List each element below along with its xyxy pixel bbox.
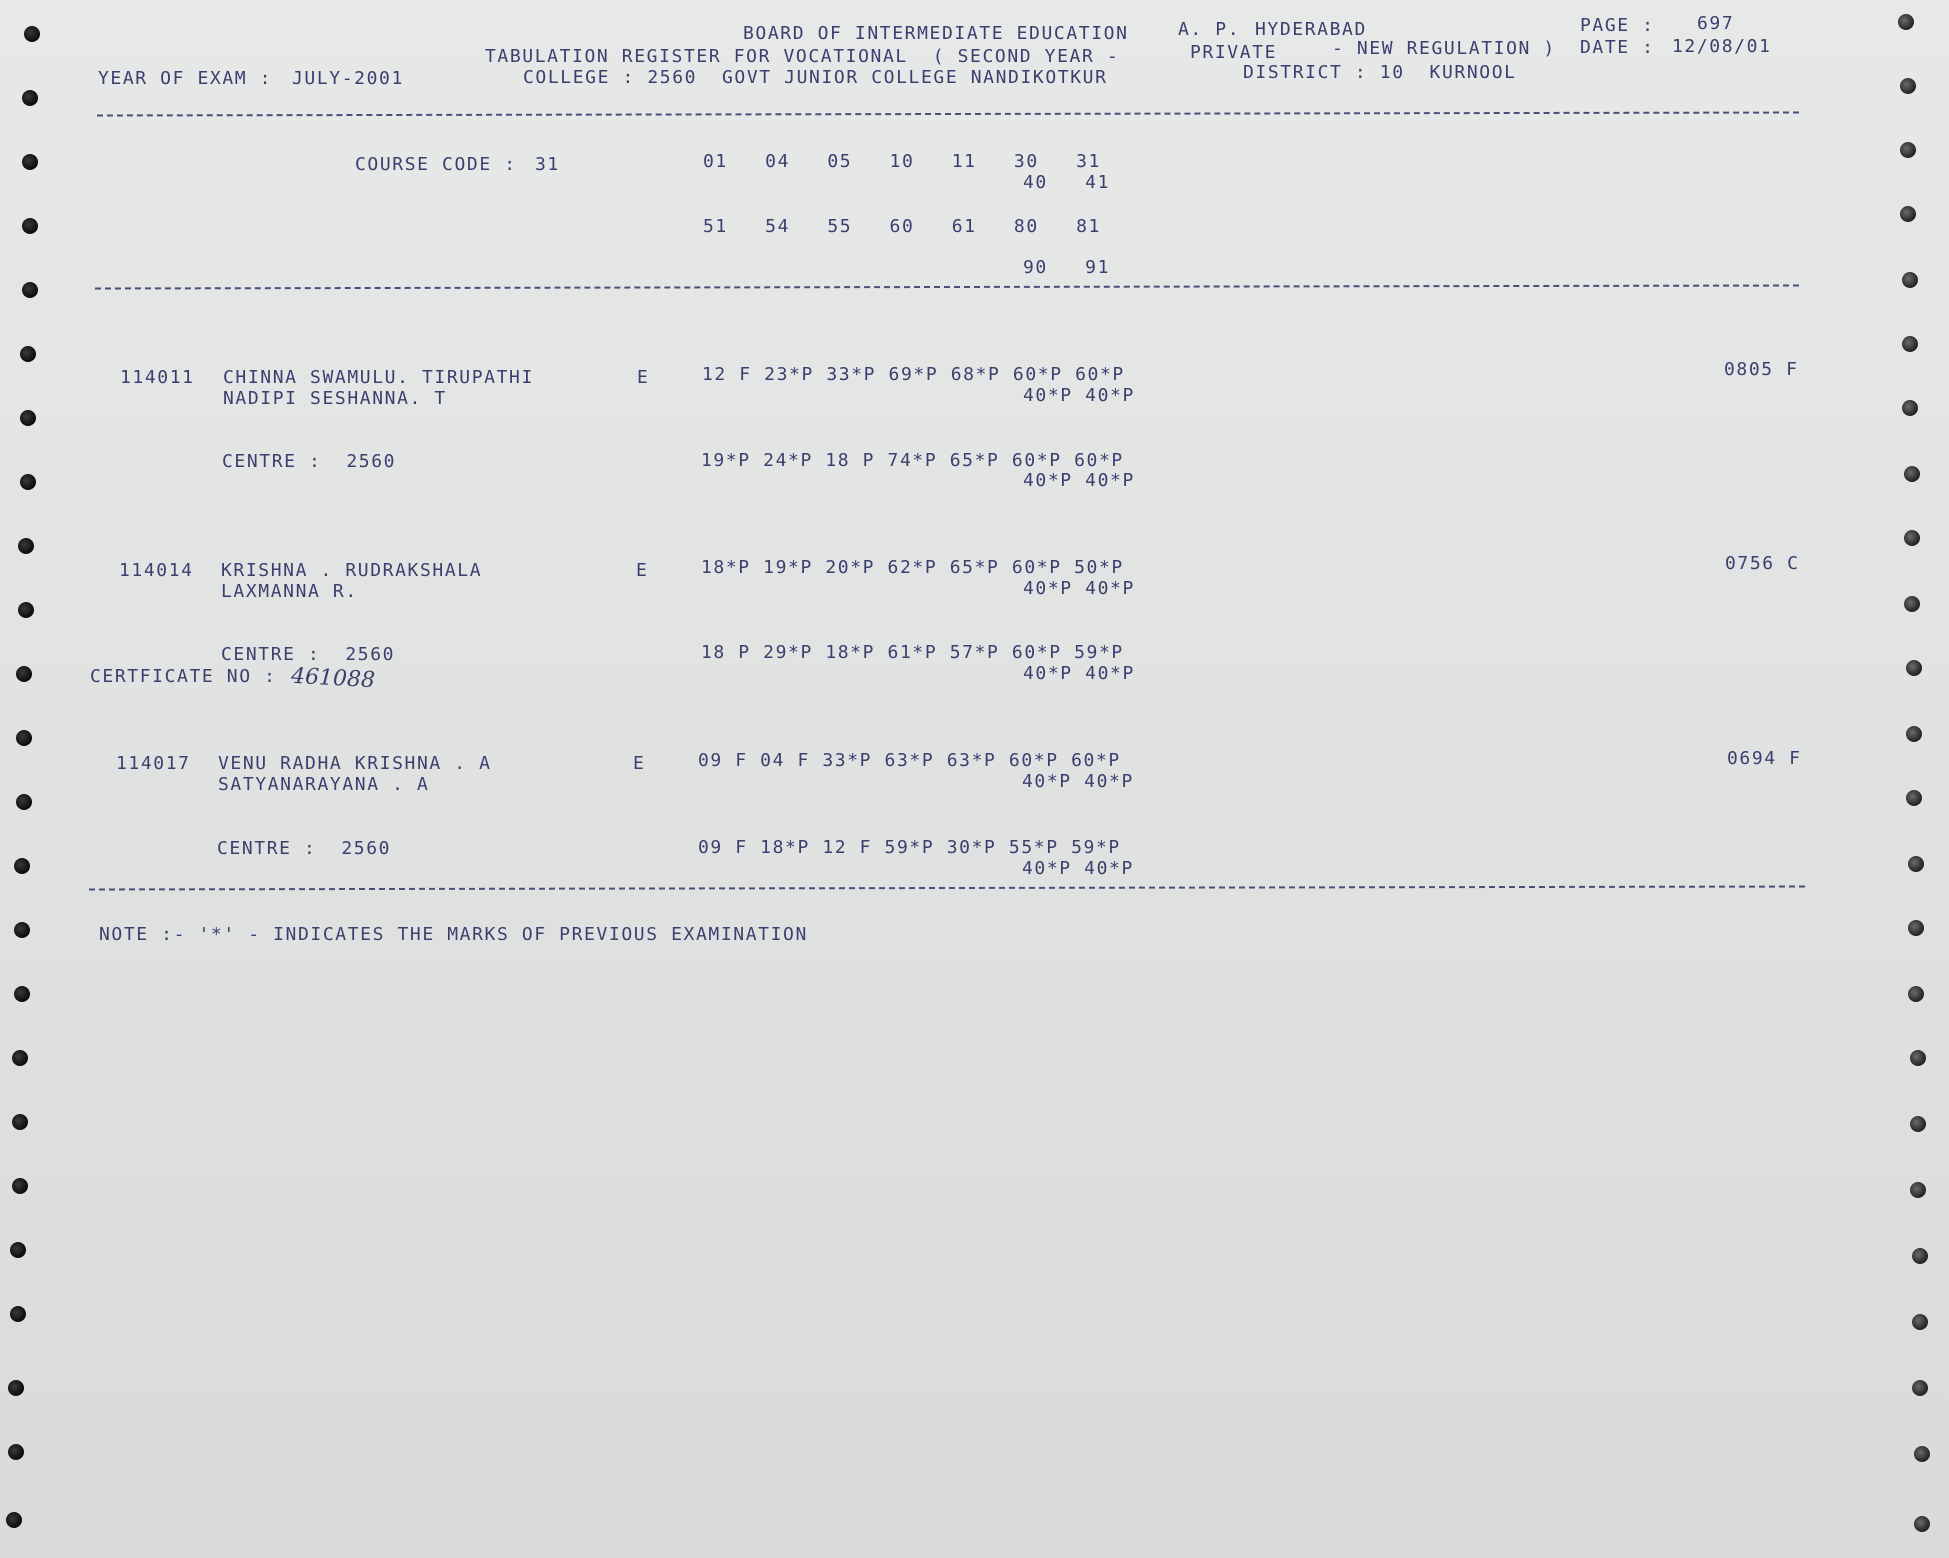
sprocket-hole [1912,1314,1928,1330]
marks-row: 40*P 40*P [1022,858,1134,879]
father-name: SATYANARAYANA . A [218,774,430,795]
sprocket-hole [22,282,38,298]
sprocket-hole [1900,78,1916,94]
divider [89,886,1805,891]
sprocket-hole [1908,986,1924,1002]
sprocket-hole [10,1306,26,1322]
sprocket-hole [1904,466,1920,482]
sprocket-hole [1908,920,1924,936]
sprocket-hole [1914,1516,1930,1532]
sprocket-hole [1900,206,1916,222]
year-value: JULY-2001 [292,68,404,89]
sprocket-hole [12,1178,28,1194]
district-info: DISTRICT : 10 KURNOOL [1243,62,1517,83]
sprocket-hole [16,730,32,746]
page-number: 697 [1697,13,1735,34]
sprocket-hole [22,154,38,170]
date-label: DATE : [1580,37,1655,58]
sprocket-hole [14,986,30,1002]
sprocket-hole [1904,596,1920,612]
marks-row: 40*P 40*P [1023,385,1135,406]
sprocket-hole [1908,856,1924,872]
sprocket-hole [24,26,40,42]
marks-row: 40*P 40*P [1023,470,1135,491]
register-title: TABULATION REGISTER FOR VOCATIONAL ( SECOND YEAR - [485,46,1120,67]
sprocket-hole [12,1050,28,1066]
sprocket-hole [10,1242,26,1258]
regulation-label: - NEW REGULATION ) [1332,38,1556,59]
father-name: NADIPI SESHANNA. T [223,388,447,409]
subject-codes-row-1: 01 04 05 10 11 30 31 [703,151,1101,172]
medium: E [637,367,650,388]
sprocket-hole [1910,1050,1926,1066]
year-label: YEAR OF EXAM : [98,68,273,89]
marks-row: 40*P 40*P [1023,578,1135,599]
sprocket-hole [22,90,38,106]
category-label: PRIVATE [1190,42,1278,63]
sprocket-hole [22,218,38,234]
page-label: PAGE : [1580,15,1655,36]
roll-number: 114011 [120,367,195,388]
student-name: VENU RADHA KRISHNA . A [218,753,492,774]
sprocket-hole [20,474,36,490]
sprocket-hole [1912,1380,1928,1396]
sprocket-hole [20,410,36,426]
certificate-number-handwritten: 461088 [290,663,376,694]
subject-codes-row-3: 90 91 [1023,257,1111,278]
sprocket-hole [8,1380,24,1396]
sprocket-hole [1914,1446,1930,1462]
marks-row: 40*P 40*P [1022,771,1134,792]
sprocket-hole [16,794,32,810]
sprocket-hole [14,858,30,874]
centre-info: CENTRE : 2560 [221,644,396,665]
student-name: CHINNA SWAMULU. TIRUPATHI [223,367,534,388]
sprocket-hole [1904,530,1920,546]
sprocket-hole [1898,14,1914,30]
marks-row: 19*P 24*P 18 P 74*P 65*P 60*P 60*P [701,450,1124,471]
marks-row: 09 F 18*P 12 F 59*P 30*P 55*P 59*P [698,837,1121,858]
certificate-label: CERTFICATE NO : [90,666,277,687]
marks-row: 18 P 29*P 18*P 61*P 57*P 60*P 59*P [701,642,1124,663]
subject-codes-row-2: 51 54 55 60 61 80 81 [703,216,1101,237]
sprocket-hole [18,602,34,618]
sprocket-hole [14,922,30,938]
total-result: 0694 F [1727,748,1802,769]
divider [95,285,1799,290]
medium: E [633,753,646,774]
father-name: LAXMANNA R. [221,581,358,602]
sprocket-hole [1906,726,1922,742]
sprocket-hole [1906,790,1922,806]
course-code-label: COURSE CODE : [355,154,517,175]
total-result: 0756 C [1725,553,1800,574]
course-code-value: 31 [535,154,560,175]
sprocket-hole [1900,142,1916,158]
marks-row: 18*P 19*P 20*P 62*P 65*P 60*P 50*P [701,557,1124,578]
divider [97,112,1799,117]
sprocket-hole [6,1512,22,1528]
medium: E [636,560,649,581]
total-result: 0805 F [1724,359,1799,380]
centre-info: CENTRE : 2560 [222,451,397,472]
sprocket-hole [1906,660,1922,676]
sprocket-hole [1910,1116,1926,1132]
sprocket-hole [12,1114,28,1130]
marks-row: 12 F 23*P 33*P 69*P 68*P 60*P 60*P [702,364,1125,385]
subject-codes-row-1b: 40 41 [1023,172,1111,193]
college-info: COLLEGE : 2560 GOVT JUNIOR COLLEGE NANDIKOTKUR [523,67,1108,88]
marks-row: 40*P 40*P [1023,663,1135,684]
sprocket-hole [16,666,32,682]
sprocket-hole [1902,336,1918,352]
sprocket-hole [8,1444,24,1460]
board-title: BOARD OF INTERMEDIATE EDUCATION [743,23,1129,44]
print-date: 12/08/01 [1672,36,1772,57]
sprocket-hole [1902,400,1918,416]
sprocket-hole [1910,1182,1926,1198]
footnote: NOTE :- '*' - INDICATES THE MARKS OF PREVIOUS EXAMINATION [99,924,808,945]
city-label: HYDERABAD [1255,19,1367,40]
sprocket-hole [20,346,36,362]
marks-row: 09 F 04 F 33*P 63*P 63*P 60*P 60*P [698,750,1121,771]
roll-number: 114017 [116,753,191,774]
centre-info: CENTRE : 2560 [217,838,392,859]
sprocket-hole [1902,272,1918,288]
sprocket-hole [18,538,34,554]
student-name: KRISHNA . RUDRAKSHALA [221,560,483,581]
sprocket-hole [1912,1248,1928,1264]
state-label: A. P. [1178,19,1241,40]
roll-number: 114014 [119,560,194,581]
